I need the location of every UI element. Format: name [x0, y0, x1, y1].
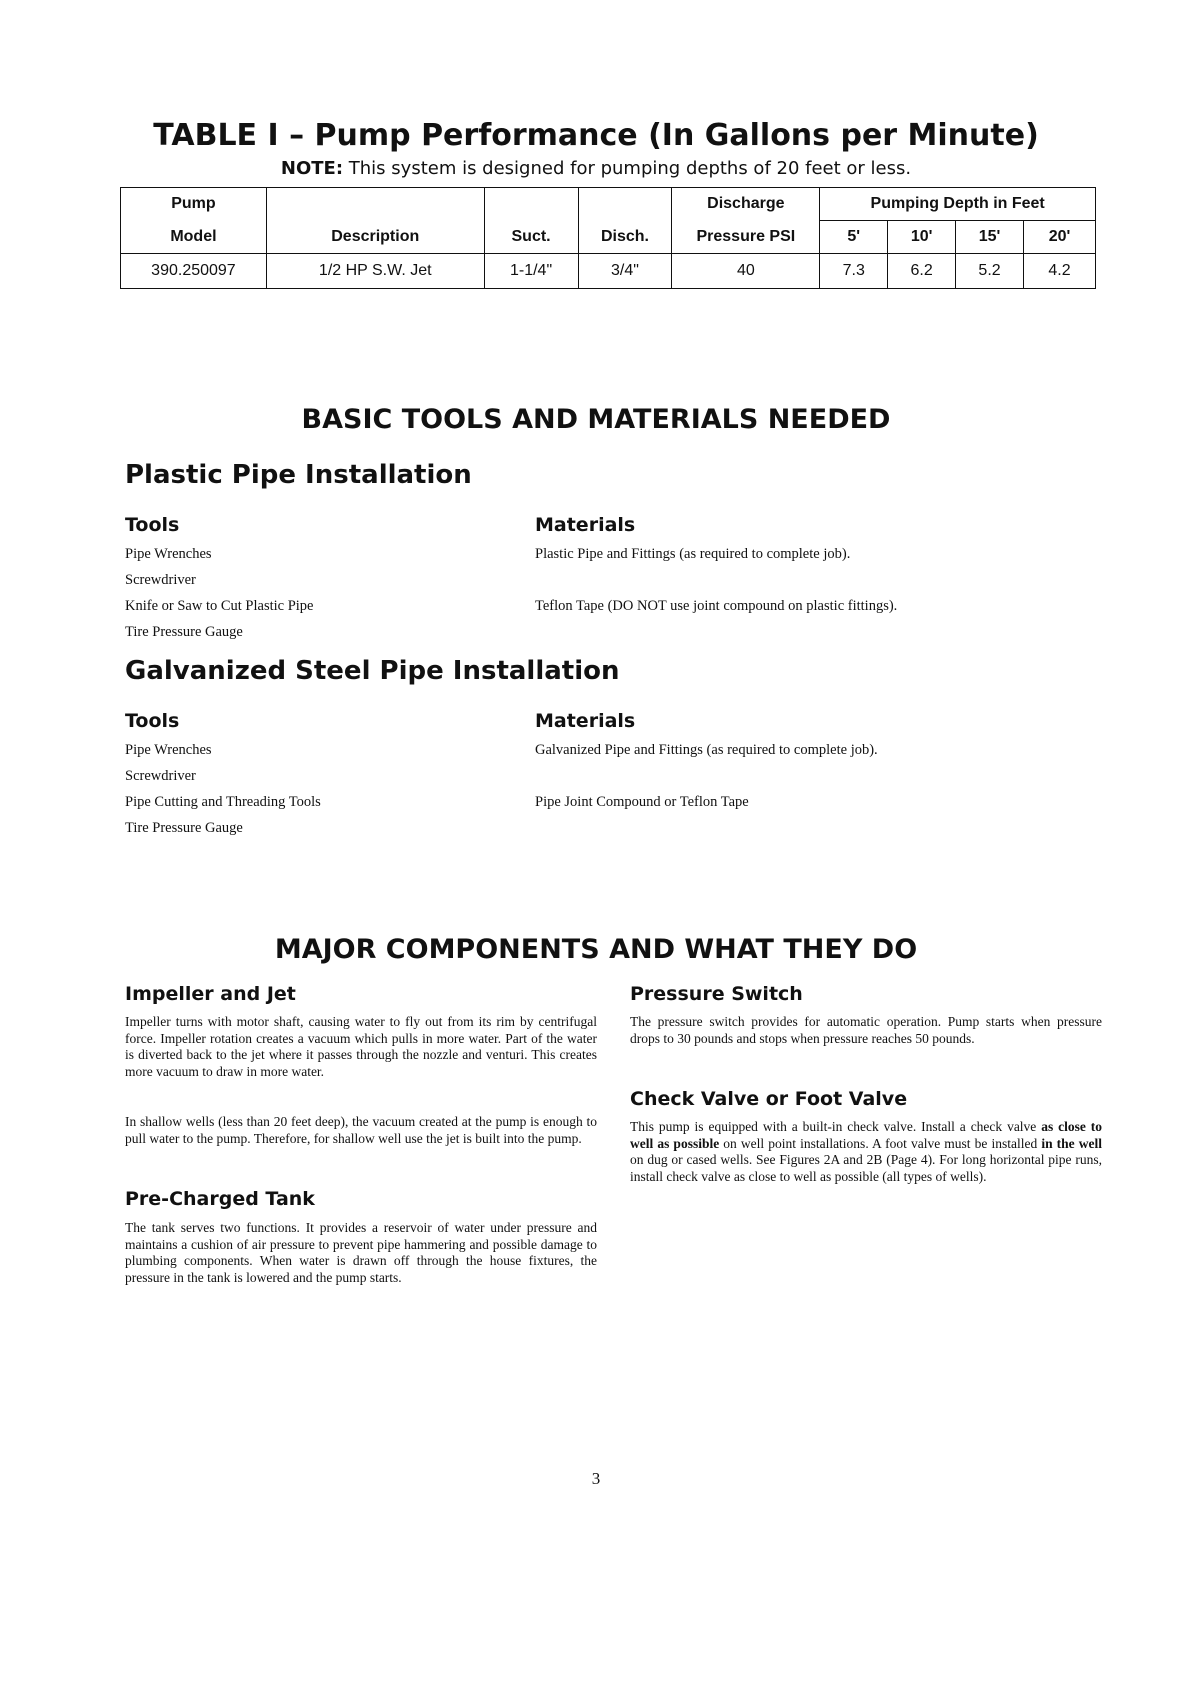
major-components-heading: MAJOR COMPONENTS AND WHAT THEY DO	[274, 934, 918, 965]
galvanized-materials-label: Materials	[535, 710, 636, 732]
pump-performance-table	[120, 187, 1096, 289]
list-item: Tire Pressure Gauge	[125, 820, 243, 836]
impeller-para-2: In shallow wells (less than 20 feet deep), the vacuum created at the pump is enough to pull water to the pump. Therefore, for shallow well use the jet is built into the pump.	[125, 1114, 597, 1146]
list-item: Pipe Joint Compound or Teflon Tape	[535, 794, 749, 810]
plastic-pipe-heading: Plastic Pipe Installation	[125, 460, 472, 490]
header-blank	[578, 188, 672, 221]
galvanized-tools-list	[125, 737, 321, 841]
cell-model: 390.250097	[121, 254, 267, 289]
plastic-tools-label: Tools	[125, 514, 180, 536]
header-depth-10: 10'	[888, 221, 956, 254]
header-description: Description	[266, 221, 484, 254]
cell-suct: 1-1/4"	[484, 254, 578, 289]
galvanized-pipe-heading: Galvanized Steel Pipe Installation	[125, 656, 620, 686]
tank-para: The tank serves two functions. It provides a reservoir of water under pressure and maintains a cushion of air pressure to prevent pipe hammering and possible damage to plumbing components. When water is drawn off through the house fixtures, the pressure in the tank is lowered and the pump starts.	[125, 1220, 597, 1285]
check-valve-emphasis-2: in the well	[1041, 1135, 1103, 1151]
header-discharge: Discharge	[672, 188, 820, 221]
header-pump: Pump	[121, 188, 267, 221]
check-valve-para: This pump is equipped with a built-in check valve. Install a check valve as close to well as possible on well point installations. A foot valve must be installed in the well on dug or cased wells. See Figures 2A and 2B (Page 4). For long horizontal pipe runs, install check valve as close to well as possible (all types of wells).	[630, 1119, 1103, 1184]
list-item: Pipe Wrenches	[125, 546, 212, 562]
note-label: NOTE:	[280, 158, 344, 179]
plastic-materials-label: Materials	[535, 514, 636, 536]
header-depth-20: 20'	[1024, 221, 1096, 254]
list-item: Plastic Pipe and Fittings (as required to complete job).	[535, 546, 851, 562]
header-pressure-psi: Pressure PSI	[672, 221, 820, 254]
list-item: Galvanized Pipe and Fittings (as required to complete job).	[535, 742, 878, 758]
impeller-heading: Impeller and Jet	[125, 983, 296, 1005]
header-depth-5: 5'	[820, 221, 888, 254]
impeller-para-1: Impeller turns with motor shaft, causing water to fly out from its rim by centrifugal force. Impeller rotation creates a vacuum which pulls in more water. Part of the water is diverted back to the jet where it passes through the nozzle and venturi. This creates more vacuum to draw in more water.	[125, 1014, 597, 1079]
header-model: Model	[121, 221, 267, 254]
check-valve-emphasis-1: as close to well as possible	[630, 1119, 1102, 1151]
pressure-switch-para: The pressure switch provides for automatic operation. Pump starts when pressure drops to 30 pounds and stops when pressure reaches 50 pounds.	[630, 1014, 1102, 1046]
cell-description: 1/2 HP S.W. Jet	[266, 254, 484, 289]
cell-flow-10: 6.2	[888, 254, 956, 289]
cell-disch: 3/4"	[578, 254, 672, 289]
header-suct: Suct.	[484, 221, 578, 254]
list-item: Pipe Wrenches	[125, 742, 212, 758]
list-item: Screwdriver	[125, 768, 196, 784]
header-blank	[484, 188, 578, 221]
list-item: Teflon Tape (DO NOT use joint compound on plastic fittings).	[535, 598, 898, 614]
table-row	[121, 254, 1096, 289]
list-item: Tire Pressure Gauge	[125, 624, 243, 640]
galvanized-tools-label: Tools	[125, 710, 180, 732]
header-depth-15: 15'	[956, 221, 1024, 254]
basic-tools-heading: BASIC TOOLS AND MATERIALS NEEDED	[301, 404, 891, 435]
header-disch: Disch.	[578, 221, 672, 254]
galvanized-materials-list	[535, 737, 878, 815]
plastic-tools-list	[125, 541, 314, 645]
header-blank	[266, 188, 484, 221]
pressure-switch-heading: Pressure Switch	[630, 983, 803, 1005]
cell-flow-20: 4.2	[1024, 254, 1096, 289]
list-item: Screwdriver	[125, 572, 196, 588]
list-item: Knife or Saw to Cut Plastic Pipe	[125, 598, 314, 614]
cell-flow-15: 5.2	[956, 254, 1024, 289]
table-title: TABLE I – Pump Performance (In Gallons per Minute)	[153, 118, 1039, 153]
tank-heading: Pre-Charged Tank	[125, 1188, 315, 1210]
table-note	[0, 158, 1192, 179]
page-number: 3	[591, 1469, 601, 1488]
cell-pressure: 40	[672, 254, 820, 289]
note-text: This system is designed for pumping depths of 20 feet or less.	[348, 158, 912, 179]
check-valve-heading: Check Valve or Foot Valve	[630, 1088, 908, 1110]
header-pumping-depth: Pumping Depth in Feet	[820, 188, 1096, 221]
cell-flow-5: 7.3	[820, 254, 888, 289]
plastic-materials-list	[535, 541, 897, 619]
list-item: Pipe Cutting and Threading Tools	[125, 794, 321, 810]
